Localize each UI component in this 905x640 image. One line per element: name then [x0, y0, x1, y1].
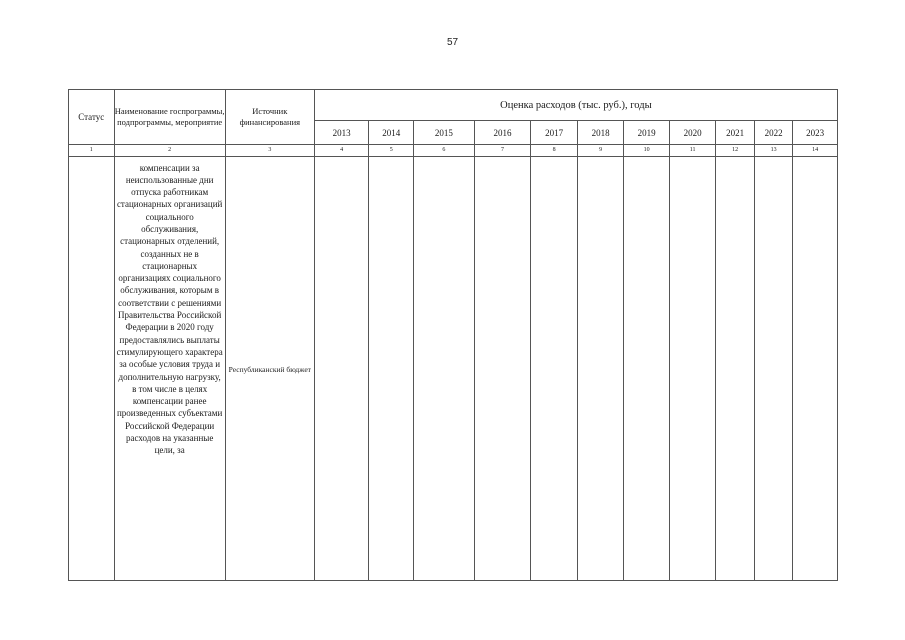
header-year: 2023	[793, 121, 838, 145]
column-number: 3	[225, 145, 314, 157]
row-value	[754, 157, 792, 581]
header-status: Статус	[69, 90, 115, 145]
row-value	[314, 157, 369, 581]
column-number: 11	[669, 145, 716, 157]
row-value	[413, 157, 474, 581]
budget-table	[68, 89, 838, 581]
row-value	[716, 157, 754, 581]
header-year: 2013	[314, 121, 369, 145]
header-year: 2016	[474, 121, 531, 145]
header-year: 2022	[754, 121, 792, 145]
column-number: 6	[413, 145, 474, 157]
header-estimate: Оценка расходов (тыс. руб.), годы	[314, 90, 837, 121]
page-number: 57	[446, 37, 459, 48]
table-row	[69, 157, 838, 581]
header-year: 2018	[577, 121, 624, 145]
column-number: 4	[314, 145, 369, 157]
row-value	[369, 157, 414, 581]
row-value	[624, 157, 670, 581]
header-year: 2021	[716, 121, 754, 145]
header-year: 2020	[669, 121, 716, 145]
header-year: 2015	[413, 121, 474, 145]
column-number: 13	[754, 145, 792, 157]
row-value	[793, 157, 838, 581]
header-year: 2017	[531, 121, 578, 145]
column-number: 2	[114, 145, 225, 157]
column-number: 7	[474, 145, 531, 157]
row-status	[69, 157, 115, 581]
header-year: 2014	[369, 121, 414, 145]
row-value	[669, 157, 716, 581]
column-number: 5	[369, 145, 414, 157]
column-number: 8	[531, 145, 578, 157]
row-name	[114, 157, 225, 581]
row-value	[531, 157, 578, 581]
header-name: Наименование госпрограммы, подпрограммы, мероприятие	[114, 90, 225, 145]
row-name-text: компенсации за неиспользованные дни отпуска работникам стационарных организаций социального обслуживания, стационарных отделений, созданных не в стационарных организациях социального обслуживания, которым в соответствии с решениями Правительства Российской Федерации в 2020 году предоставлялись выплаты стимулирующего характера за особые условия труда и дополнительную нагрузку, в том числе в целях компенсации ранее произведенных субъектами Российской Федерации расходов на указанные цели, за	[116, 162, 223, 456]
row-value	[577, 157, 624, 581]
column-number: 1	[69, 145, 115, 157]
column-number: 14	[793, 145, 838, 157]
row-source: Республиканский бюджет	[225, 157, 314, 581]
column-number: 10	[624, 145, 670, 157]
column-number: 12	[716, 145, 754, 157]
header-source: Источник финансирования	[225, 90, 314, 145]
row-value	[474, 157, 531, 581]
header-year: 2019	[624, 121, 670, 145]
column-number: 9	[577, 145, 624, 157]
